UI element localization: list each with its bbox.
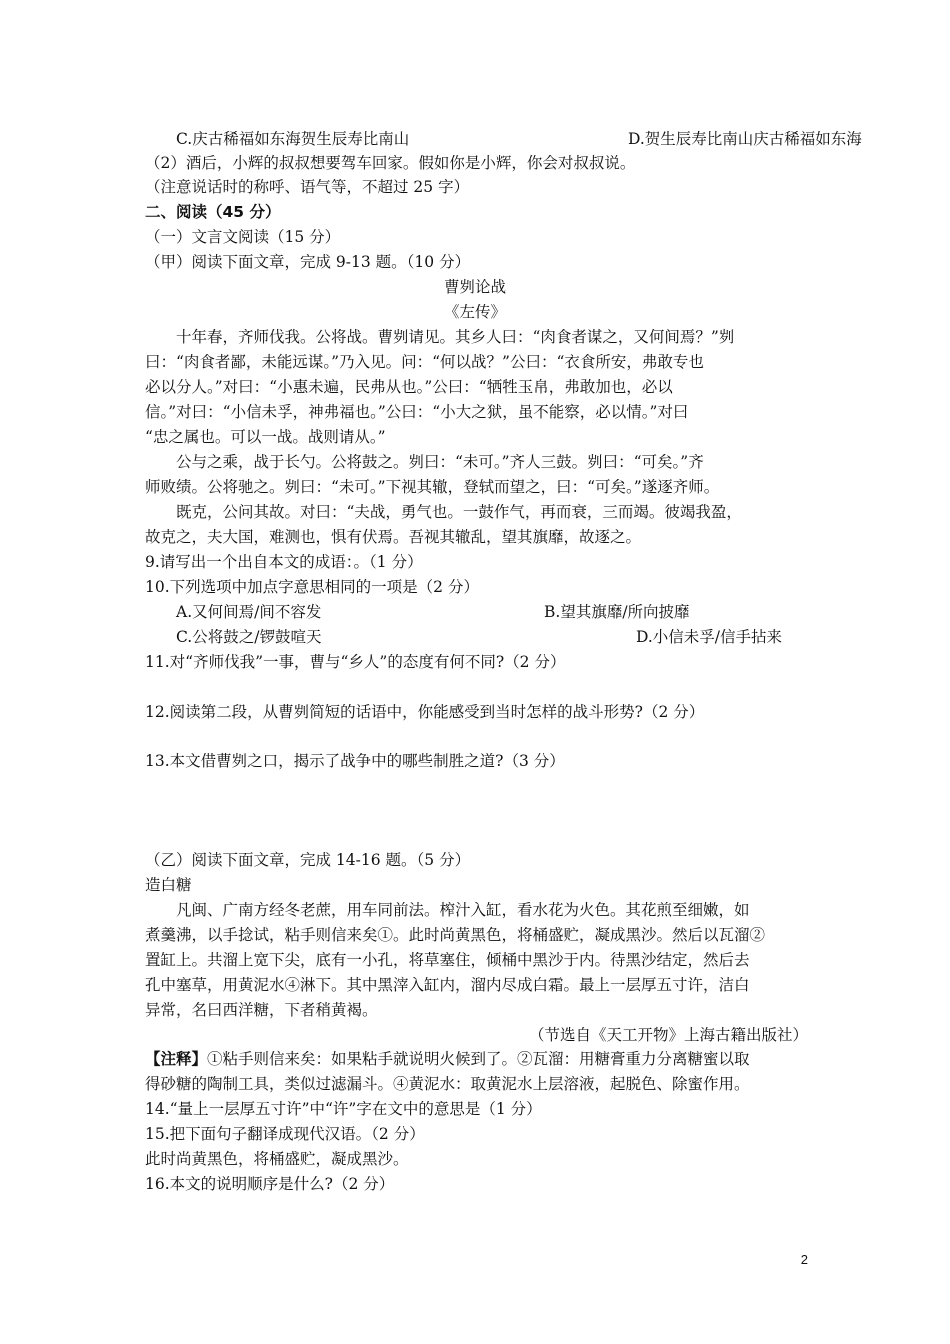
page-number: 2 (800, 1252, 808, 1267)
option-line (176, 600, 690, 624)
passage-source: 《左传》 (443, 303, 506, 321)
section-title: 二、阅读（45 分） (145, 203, 281, 221)
note-line (145, 1047, 750, 1071)
part-a-heading: （甲）阅读下面文章，完成 9-13 题。（10 分） (145, 253, 471, 271)
note-line: 得砂糖的陶制工具，类似过滤漏斗。④黄泥水：取黄泥水上层溶液，起脱色、除蜜作用。 (145, 1075, 750, 1093)
passage-source: （节选自《天工开物》上海古籍出版社） (528, 1026, 808, 1044)
passage-line: 信。”对曰：“小信未孚，神弗福也。”公曰：“小大之狱，虽不能察，必以情。”对曰 (145, 403, 689, 421)
passage-line: 孔中塞草，用黄泥水④淋下。其中黑滓入缸内，溜内尽成白霜。最上一层厚五寸许，洁白 (145, 976, 750, 994)
passage-line: 煮羹沸，以手捻试，粘手则信来矣①。此时尚黄黑色，将桶盛贮，凝成黑沙。然后以瓦溜② (145, 926, 766, 944)
option-d: D.贺生辰寿比南山庆古稀福如东海 (628, 130, 862, 148)
part-b-title: 造白糖 (145, 876, 192, 894)
passage-line: 置缸上。共溜上宽下尖，底有一小孔，将草塞住，倾桶中黑沙于内。待黑沙结定，然后去 (145, 951, 750, 969)
option-line (176, 625, 783, 649)
passage-line: 曰：“肉食者鄙，未能远谋。”乃入见。问：“何以战？”公曰：“衣食所安，弗敢专也 (145, 353, 704, 371)
question-13: 13.本文借曹刿之口，揭示了战争中的哪些制胜之道?（3 分） (145, 752, 565, 770)
option-a: A.又何间焉/间不容发 (176, 603, 322, 621)
question-9: 9.请写出一个出自本文的成语：。（1 分） (145, 553, 423, 571)
passage-line: 既克，公问其故。对曰：“夫战，勇气也。一鼓作气，再而衰，三而竭。彼竭我盈， (176, 503, 742, 521)
part-heading: （一）文言文阅读（15 分） (145, 228, 341, 246)
note-label: 【注释】 (145, 1050, 208, 1068)
option-d: D.小信未孚/信手拈来 (636, 628, 783, 646)
passage-line: 公与之乘，战于长勺。公将鼓之。刿曰：“未可。”齐人三鼓。刿曰：“可矣。”齐 (176, 453, 704, 471)
question-2: （2）酒后，小辉的叔叔想要驾车回家。假如你是小辉，你会对叔叔说。 (145, 154, 636, 172)
passage-title: 曹刿论战 (443, 278, 506, 296)
question-11: 11.对“齐师伐我”一事，曹与“乡人”的态度有何不同?（2 分） (145, 653, 566, 671)
passage-line: 异常，名曰西洋糖，下者稍黄褐。 (145, 1001, 378, 1019)
question-14: 14.“量上一层厚五寸许”中“许”字在文中的意思是（1 分） (145, 1100, 542, 1118)
passage-line: 凡闽、广南方经冬老蔗，用车同前法。榨汁入缸，看水花为火色。其花煎至细嫩，如 (176, 901, 750, 919)
question-2-note: （注意说话时的称呼、语气等，不超过 25 字） (145, 178, 470, 196)
passage-line: 师败绩。公将驰之。刿曰：“未可。”下视其辙，登轼而望之，曰：“可矣。”遂逐齐师。 (145, 478, 720, 496)
passage-line: 十年春，齐师伐我。公将战。曹刿请见。其乡人曰：“肉食者谋之，又何间焉？”刿 (176, 328, 735, 346)
option-c: C.公将鼓之/锣鼓喧天 (176, 628, 322, 646)
question-15: 15.把下面句子翻译成现代汉语。（2 分） (145, 1125, 425, 1143)
option-line (176, 127, 862, 151)
note-text: ①粘手则信来矣：如果粘手就说明火候到了。②瓦溜：用糖膏重力分离糖蜜以取 (207, 1050, 750, 1068)
option-b: B.望其旗靡/所向披靡 (544, 603, 690, 621)
question-16: 16.本文的说明顺序是什么?（2 分） (145, 1175, 395, 1193)
passage-line: 故克之，夫大国，难测也，惧有伏焉。吾视其辙乱，望其旗靡，故逐之。 (145, 528, 642, 546)
passage-line: “忠之属也。可以一战。战则请从。” (145, 428, 386, 446)
question-15-sentence: 此时尚黄黑色，将桶盛贮，凝成黑沙。 (145, 1150, 409, 1168)
question-10: 10.下列选项中加点字意思相同的一项是（2 分） (145, 578, 479, 596)
option-c: C.庆古稀福如东海贺生辰寿比南山 (176, 130, 410, 148)
passage-line: 必以分人。”对曰：“小惠未遍，民弗从也。”公曰：“牺牲玉帛，弗敢加也，必以 (145, 378, 673, 396)
question-12: 12.阅读第二段，从曹刿简短的话语中，你能感受到当时怎样的战斗形势?（2 分） (145, 703, 705, 721)
part-b-heading: （乙）阅读下面文章，完成 14-16 题。（5 分） (145, 851, 471, 869)
